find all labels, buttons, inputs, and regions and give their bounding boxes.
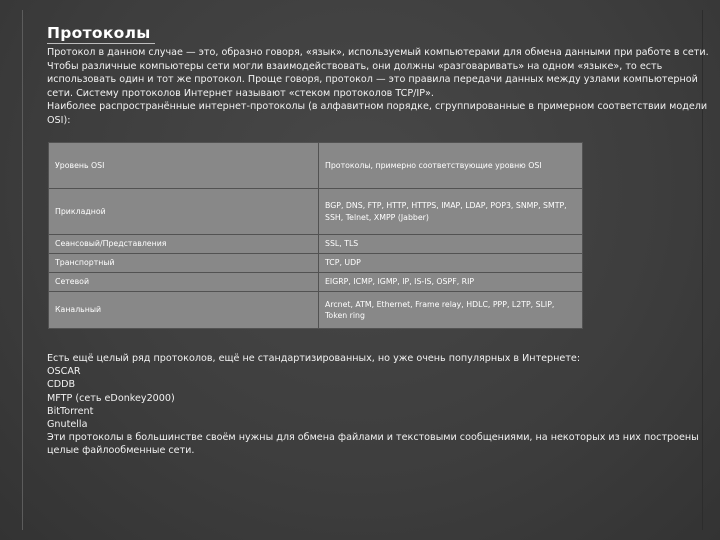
cell-level: Транспортный	[49, 254, 319, 273]
cell-protocols: EIGRP, ICMP, IGMP, IP, IS-IS, OSPF, RIP	[319, 273, 583, 292]
protocols-table	[48, 142, 583, 329]
cell-level: Канальный	[49, 292, 319, 329]
outro-line: OSCAR	[47, 366, 81, 378]
intro-text	[47, 46, 712, 127]
outro-line: Есть ещё целый ряд протоколов, ещё не стандартизированных, но уже очень популярных в Интернете:	[47, 353, 581, 364]
outro-line: MFTP (сеть eDonkey2000)	[47, 392, 175, 404]
intro-paragraph: Протокол в данном случае — это, образно говоря, «язык», используемый компьютерами для обмена данными при работе в сети. Чтобы различные компьютеры сети могли взаимодействовать, они должны «разговаривать» на одном «языке», то есть использовать один и тот же протокол. Проще говоря, протокол — это правила передачи данных между узлами компьютерной сети. Систему протоколов Интернет называют «стеком протоколов TCP/IP».	[47, 47, 709, 99]
header-cell-level: Уровень OSI	[49, 143, 319, 189]
table-header-row	[49, 143, 583, 189]
cell-protocols: SSL, TLS	[319, 235, 583, 254]
cell-level: Сетевой	[49, 273, 319, 292]
table-row	[49, 235, 583, 254]
header-cell-protocols: Протоколы, примерно соответствующие уровню OSI	[319, 143, 583, 189]
cell-level: Сеансовый/Представления	[49, 235, 319, 254]
cell-level: Прикладной	[49, 189, 319, 235]
cell-protocols: Arcnet, ATM, Ethernet, Frame relay, HDLC, PPP, L2TP, SLIP, Token ring	[319, 292, 583, 329]
table-row	[49, 273, 583, 292]
outro-line: Gnutella	[47, 419, 88, 431]
table-row	[49, 292, 583, 329]
table-row	[49, 189, 583, 235]
outro-line: BitTorrent	[47, 405, 94, 417]
table-row	[49, 254, 583, 273]
outro-line: CDDB	[47, 379, 76, 391]
outro-line: Эти протоколы в большинстве своём нужны для обмена файлами и текстовыми сообщениями, на некоторых из них построены целые файлообменные сети.	[47, 432, 699, 457]
outro-text	[47, 352, 712, 458]
slide-title: Протоколы	[47, 24, 151, 42]
cell-protocols: BGP, DNS, FTP, HTTP, HTTPS, IMAP, LDAP, POP3, SNMP, SMTP, SSH, Telnet, XMPP (Jabber)	[319, 189, 583, 235]
title-underline	[47, 43, 155, 44]
intro-paragraph: Наиболее распространённые интернет-протоколы (в алфавитном порядке, сгруппированные в примерном соответствии модели OSI):	[47, 101, 708, 126]
cell-protocols: TCP, UDP	[319, 254, 583, 273]
